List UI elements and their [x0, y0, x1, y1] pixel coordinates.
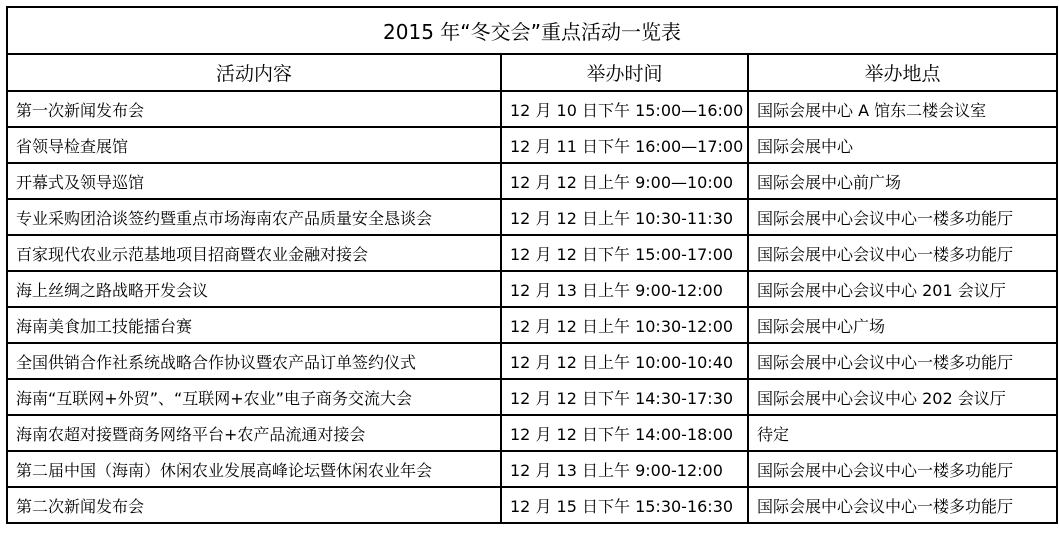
activity-cell: 全国供销合作社系统战略合作协议暨农产品订单签约仪式	[7, 343, 501, 379]
time-cell: 12 月 12 日上午 10:30-11:30	[501, 199, 748, 235]
table-row	[7, 199, 1057, 235]
venue-cell: 国际会展中心会议中心一楼多功能厅	[748, 199, 1057, 235]
column-header-activity: 活动内容	[7, 54, 501, 91]
table-row	[7, 343, 1057, 379]
venue-cell: 国际会展中心会议中心 201 会议厅	[748, 271, 1057, 307]
activity-cell: 开幕式及领导巡馆	[7, 163, 501, 199]
venue-cell: 待定	[748, 415, 1057, 451]
table-row	[7, 415, 1057, 451]
venue-cell: 国际会展中心 A 馆东二楼会议室	[748, 91, 1057, 127]
table-row	[7, 127, 1057, 163]
table-row	[7, 379, 1057, 415]
table-row	[7, 451, 1057, 487]
activity-cell: 百家现代农业示范基地项目招商暨农业金融对接会	[7, 235, 501, 271]
table-row	[7, 307, 1057, 343]
venue-cell: 国际会展中心会议中心一楼多功能厅	[748, 343, 1057, 379]
time-cell: 12 月 13 日上午 9:00-12:00	[501, 271, 748, 307]
time-cell: 12 月 12 日上午 10:30-12:00	[501, 307, 748, 343]
activity-cell: 第一次新闻发布会	[7, 91, 501, 127]
time-cell: 12 月 15 日下午 15:30-16:30	[501, 487, 748, 523]
activity-cell: 海上丝绸之路战略开发会议	[7, 271, 501, 307]
time-cell: 12 月 12 日上午 10:00-10:40	[501, 343, 748, 379]
activity-cell: 海南美食加工技能擂台赛	[7, 307, 501, 343]
time-cell: 12 月 12 日下午 15:00-17:00	[501, 235, 748, 271]
time-cell: 12 月 10 日下午 15:00—16:00	[501, 91, 748, 127]
venue-cell: 国际会展中心会议中心一楼多功能厅	[748, 451, 1057, 487]
table-row	[7, 163, 1057, 199]
venue-cell: 国际会展中心	[748, 127, 1057, 163]
activity-schedule-document	[6, 6, 1056, 524]
time-cell: 12 月 12 日上午 9:00—10:00	[501, 163, 748, 199]
venue-cell: 国际会展中心前广场	[748, 163, 1057, 199]
activity-cell: 省领导检查展馆	[7, 127, 501, 163]
time-cell: 12 月 13 日上午 9:00-12:00	[501, 451, 748, 487]
venue-cell: 国际会展中心会议中心 202 会议厅	[748, 379, 1057, 415]
time-cell: 12 月 12 日下午 14:30-17:30	[501, 379, 748, 415]
activity-cell: 第二次新闻发布会	[7, 487, 501, 523]
venue-cell: 国际会展中心广场	[748, 307, 1057, 343]
table-row	[7, 487, 1057, 523]
venue-cell: 国际会展中心会议中心一楼多功能厅	[748, 487, 1057, 523]
table-row	[7, 235, 1057, 271]
table-title: 2015 年“冬交会”重点活动一览表	[7, 7, 1057, 54]
activity-schedule-table	[6, 6, 1058, 524]
activity-cell: 海南农超对接暨商务网络平台+农产品流通对接会	[7, 415, 501, 451]
time-cell: 12 月 11 日下午 16:00—17:00	[501, 127, 748, 163]
activity-cell: 专业采购团洽谈签约暨重点市场海南农产品质量安全恳谈会	[7, 199, 501, 235]
venue-cell: 国际会展中心会议中心一楼多功能厅	[748, 235, 1057, 271]
table-row	[7, 271, 1057, 307]
table-body	[7, 91, 1057, 523]
column-header-time: 举办时间	[501, 54, 748, 91]
column-header-venue: 举办地点	[748, 54, 1057, 91]
activity-cell: 第二届中国（海南）休闲农业发展高峰论坛暨休闲农业年会	[7, 451, 501, 487]
time-cell: 12 月 12 日下午 14:00-18:00	[501, 415, 748, 451]
activity-cell: 海南“互联网+外贸”、“互联网+农业”电子商务交流大会	[7, 379, 501, 415]
table-row	[7, 91, 1057, 127]
